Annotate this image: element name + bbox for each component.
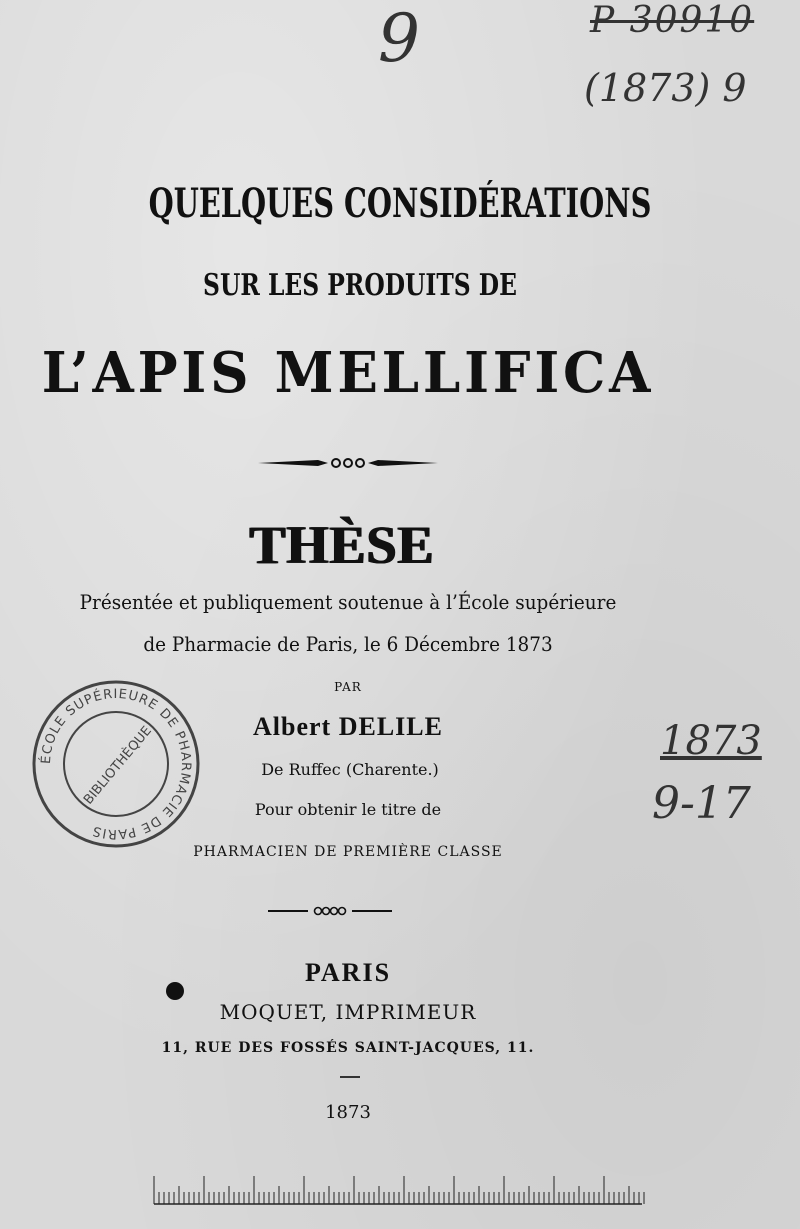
handwritten-number: 9	[378, 0, 420, 77]
imprint-address: 11, RUE DES FOSSÉS SAINT-JACQUES, 11.	[161, 1040, 535, 1056]
presented-line-1: Présentée et publiquement soutenue à l’École supérieure	[79, 590, 617, 614]
degree-title: PHARMACIEN DE PREMIÈRE CLASSE	[193, 844, 503, 860]
author-name: Albert DELILE	[253, 712, 443, 741]
stamp-ring-text: ÉCOLE SUPÉRIEURE DE PHARMACIE DE PARIS	[38, 686, 194, 842]
title-line-2: SUR LES PRODUITS DE	[203, 268, 517, 303]
library-stamp	[28, 676, 204, 852]
ornament-divider-bottom	[268, 904, 392, 918]
stamp-center-text: BIBLIOTHÈQUE	[81, 723, 155, 808]
imprint-year: 1873	[325, 1102, 371, 1123]
thesis-heading: THÈSE	[249, 515, 435, 575]
imprint-printer: MOQUET, IMPRIMEUR	[219, 1000, 477, 1024]
handwritten-catalog-code	[590, 0, 754, 41]
imprint-city: PARIS	[304, 958, 392, 987]
ornament-divider-top	[258, 454, 438, 472]
author-origin: De Ruffec (Charente.)	[261, 760, 439, 779]
purpose-line: Pour obtenir le titre de	[254, 800, 442, 819]
handwritten-margin-year: 1873	[660, 718, 762, 764]
title-line-3: L’APIS MELLIFICA	[41, 340, 655, 406]
handwritten-year-note: (1873) 9	[584, 66, 747, 110]
title-line-1: QUELQUES CONSIDÉRATIONS	[148, 180, 652, 227]
handwritten-margin-range: 9-17	[652, 778, 751, 829]
scale-ruler	[152, 1172, 646, 1208]
catalog-code-text: P 30910	[590, 0, 755, 41]
by-label: PAR	[334, 680, 362, 694]
short-rule	[340, 1076, 360, 1078]
presented-line-2: de Pharmacie de Paris, le 6 Décembre 1873	[143, 632, 553, 656]
